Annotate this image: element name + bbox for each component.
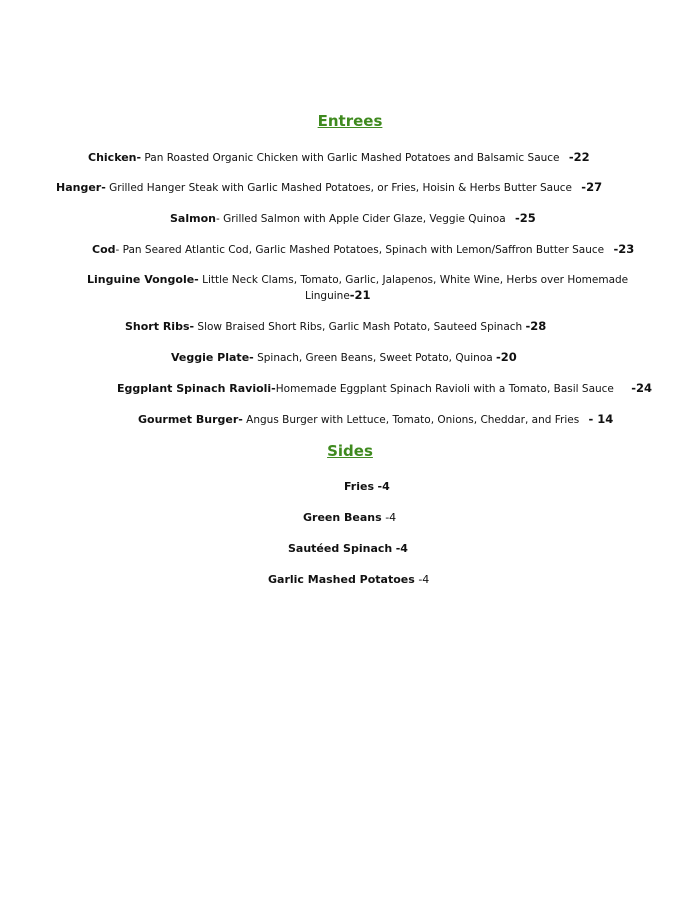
item-price: -21: [349, 288, 371, 302]
item-price: -22: [568, 150, 590, 164]
item-name: Hanger-: [56, 181, 106, 194]
menu-item-gourmet-burger: [138, 411, 613, 428]
side-item-garlic-mashed: [268, 573, 429, 586]
item-name: Veggie Plate-: [171, 351, 254, 364]
item-name: Eggplant Spinach Ravioli-: [117, 382, 276, 395]
item-price: -27: [581, 180, 603, 194]
item-price: -28: [525, 319, 547, 333]
menu-item-eggplant-ravioli: [117, 380, 652, 397]
item-name: Chicken-: [88, 151, 142, 164]
menu-item-veggie-plate: [171, 349, 517, 366]
item-description: - Pan Seared Atlantic Cod, Garlic Mashed Potatoes, Spinach with Lemon/Saffron Butter Sauce: [115, 244, 605, 256]
item-name: Gourmet Burger-: [138, 413, 243, 426]
menu-item-short-ribs: [125, 318, 546, 335]
side-name: Green Beans: [303, 511, 382, 524]
item-price: -20: [496, 350, 517, 364]
item-price: -24: [631, 381, 653, 395]
item-price: -25: [515, 211, 536, 225]
item-description: Pan Roasted Organic Chicken with Garlic Mashed Potatoes and Balsamic Sauce: [144, 152, 560, 164]
entrees-heading: Entrees: [317, 112, 383, 130]
item-name: Linguine Vongole-: [87, 273, 199, 286]
item-description-continued: Linguine: [305, 290, 350, 302]
item-description: Grilled Hanger Steak with Garlic Mashed Potatoes, or Fries, Hoisin & Herbs Butter Sauce: [109, 182, 572, 194]
side-price: -4: [385, 511, 397, 524]
side-name: Fries: [344, 480, 375, 493]
item-description: - Grilled Salmon with Apple Cider Glaze, Veggie Quinoa: [215, 213, 506, 225]
side-price: -4: [395, 542, 408, 555]
side-item-green-beans: [303, 511, 396, 524]
item-description: Spinach, Green Beans, Sweet Potato, Quinoa: [257, 352, 493, 364]
side-price: -4: [377, 480, 390, 493]
sides-heading: Sides: [327, 442, 373, 460]
item-price: -23: [613, 242, 635, 256]
item-description: Little Neck Clams, Tomato, Garlic, Jalapenos, White Wine, Herbs over Homemade: [202, 274, 629, 286]
side-item-fries: [344, 480, 390, 493]
item-description: Homemade Eggplant Spinach Ravioli with a Tomato, Basil Sauce: [275, 383, 614, 395]
item-name: Cod: [92, 243, 116, 256]
side-price: -4: [418, 573, 430, 586]
menu-item-chicken: [88, 149, 590, 166]
menu-item-hanger: [56, 179, 602, 196]
item-price: - 14: [588, 412, 614, 426]
item-name: Short Ribs-: [125, 320, 195, 333]
item-description: Slow Braised Short Ribs, Garlic Mash Potato, Sauteed Spinach: [197, 321, 523, 333]
menu-item-salmon: [170, 210, 536, 227]
side-name: Sautéed Spinach: [288, 542, 393, 555]
menu-item-linguine-vongole: [87, 272, 647, 304]
item-description: Angus Burger with Lettuce, Tomato, Onions, Cheddar, and Fries: [246, 414, 580, 426]
menu-item-cod: [92, 241, 634, 258]
side-name: Garlic Mashed Potatoes: [268, 573, 415, 586]
item-name: Salmon: [170, 212, 216, 225]
side-item-sauteed-spinach: [288, 542, 408, 555]
